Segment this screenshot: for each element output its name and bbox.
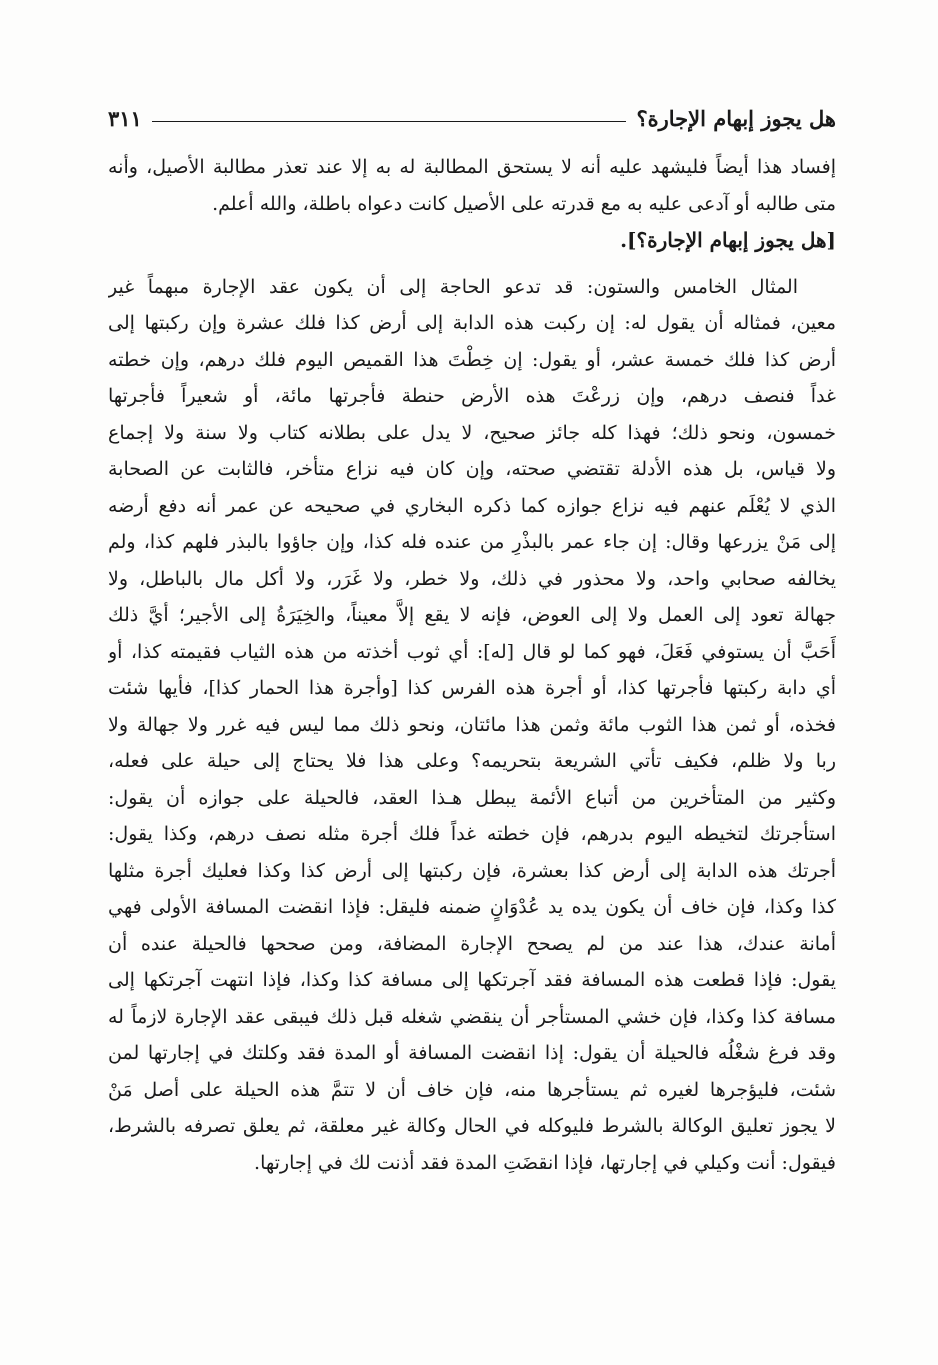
text-line: خمسون، ونحو ذلك؛ فهذا كله جائز صحيح، لا يدل على بطلانه كتاب ولا سنة ولا إجماع bbox=[108, 421, 836, 444]
text-line: أجرتك هذه الدابة إلى أرض كذا بعشرة، فإن ركبتها إلى أرض كذا وكذا فعليك أجرة مثلها bbox=[108, 859, 836, 882]
text-line: أمانة عندك، هذا عند من لم يصحح الإجارة المضافة، ومن صححها فالحيلة عنده أن bbox=[108, 932, 836, 955]
page-number: ٣١١ bbox=[108, 105, 142, 131]
section-heading: [هل يجوز إبهام الإجارة؟]. bbox=[620, 228, 836, 252]
text-line: يخالفه صحابي واحد، ولا محذور في ذلك، ولا خطر، ولا غَرَر، ولا أكل مال بالباطل، ولا bbox=[108, 567, 836, 590]
text-line: استأجرتك لتخيطه اليوم بدرهم، فإن خطته غداً فلك أجرة مثله نصف درهم، وكذا يقول: bbox=[108, 823, 836, 845]
text-line: معين، فمثاله أن يقول له: إن ركبت هذه الدابة إلى أرض كذا فلك عشرة وإن ركبتها إلى bbox=[108, 312, 836, 334]
text-line: ولا قياس، بل هذه الأدلة تقتضي صحته، وإن كان فيه نزاع متأخر، فالثابت عن الصحابة bbox=[108, 458, 836, 480]
text-line: وقد فرغ شغْلُه فالحيلة أن يقول: إذا انقضت المسافة أو المدة فقد وكلتك في إجارتها لمن bbox=[108, 1042, 836, 1064]
text-line: فخذه، أو ثمن هذا الثوب مائة وثمن هذا مائتان، ونحو ذلك مما ليس فيه غرر ولا جهالة ولا bbox=[108, 713, 836, 736]
body-text bbox=[108, 149, 836, 1181]
text-line: مسافة كذا وكذا، فإن خشي المستأجر أن ينقضي شغله قبل ذلك فيبقى عقد الإجارة لازماً له bbox=[108, 1005, 836, 1028]
text-line: فيقول: أنت وكيلي في إجارتها، فإذا انقضَتِ المدة فقد أذنت لك في إجارتها. bbox=[254, 1151, 836, 1174]
text-line: المثال الخامس والستون: قد تدعو الحاجة إلى أن يكون عقد الإجارة مبهماً غير bbox=[108, 275, 798, 298]
running-title: هل يجوز إبهام الإجارة؟ bbox=[636, 105, 836, 131]
header-rule bbox=[152, 121, 627, 122]
text-line: كذا وكذا، فإن خاف أن يكون يده يد عُدْوَانٍ ضمنه فليقل: فإذا انقضت المسافة الأولى فهي bbox=[108, 896, 836, 918]
text-line: غداً فنصف درهم، وإن زرعْتَ هذه الأرض حنطة فأجرتها مائة، أو شعيراً فأجرتها bbox=[108, 385, 836, 407]
text-line: أرض كذا فلك خمسة عشر، أو يقول: إن خِطْتَ هذا القميص اليوم فلك درهم، وإن خطته bbox=[108, 348, 836, 371]
text-line: إلى مَنْ يزرعها وقال: إن جاء عمر بالبذْرِ من عنده فله كذا، وإن جاؤوا بالبذر فلهم كذا، ولم bbox=[108, 531, 836, 553]
text-line: لا يجوز تعليق الوكالة بالشرط فليوكله في الحال وكالة غير معلقة، ثم يعلق تصرفه بالشرط، bbox=[108, 1115, 836, 1137]
page-header bbox=[108, 98, 836, 138]
text-line: شئت، فليؤجرها لغيره ثم يستأجرها منه، فإن خاف أن لا تتمَّ هذه الحيلة على أصل مَنْ bbox=[108, 1078, 836, 1101]
text-line: الذي لا يُعْلَم عنهم فيه نزاع جوازه كما ذكره البخاري في صحيحه عن عمر أنه دفع أرضه bbox=[108, 494, 836, 517]
text-line: أَحَبَّ أن يستوفي فَعَلَ، فهو كما لو قال [له]: أي ثوب أخذته من هذه الثياب فقيمته كذا، أو bbox=[108, 640, 836, 663]
text-line: يقول: فإذا قطعت هذه المسافة فقد آجرتكها إلى مسافة كذا وكذا، فإذا انتهت آجرتكها إلى bbox=[108, 969, 836, 991]
text-line: متى طالبه أو آدعى عليه به مع قدرته على الأصيل كانت دعواه باطلة، والله أعلم. bbox=[212, 192, 836, 215]
text-line: أي دابة ركبتها فأجرتها كذا، أو أجرة هذه الفرس كذا [وأجرة هذا الحمار كذا]، فأيها شئت bbox=[108, 677, 836, 699]
text-line: إفساد هذا أيضاً فليشهد عليه أنه لا يستحق المطالبة له به إلا عند تعذر مطالبة الأصيل، وأنه bbox=[108, 156, 836, 178]
text-line: جهالة تعود إلى العمل ولا إلى العوض، فإنه لا يقع إلاَّ معيناً، والخِيَرَةُ إلى الأجير؛ أيَّ ذلك bbox=[108, 604, 836, 626]
text-line: وكثير من المتأخرين من أتباع الأئمة يبطل هـذا العقد، فالحيلة على جوازه أن يقول: bbox=[108, 786, 836, 809]
text-line: ربا ولا ظلم، فكيف تأتي الشريعة بتحريمه؟ وعلى هذا فلا يحتاج إلى حيلة على فعله، bbox=[108, 750, 836, 772]
